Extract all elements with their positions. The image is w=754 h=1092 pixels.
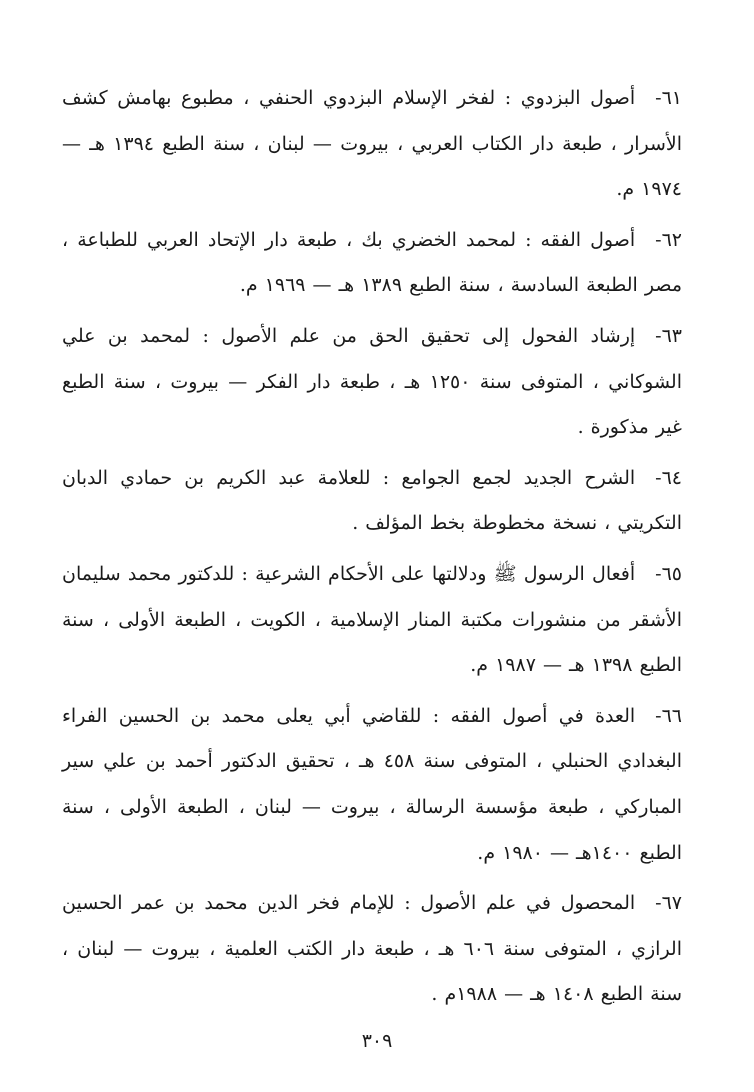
- entry-text: أفعال الرسول ﷺ ودلالتها على الأحكام الشرعية : للدكتور محمد سليمان الأشقر من منشورات مكتبة المنار الإسلامية ، الكويت ، الطبعة الأولى ، سنة الطبع ١٣٩٨ هـ — ١٩٨٧ م.: [62, 562, 682, 677]
- bibliography-entry-63: [62, 314, 682, 451]
- bibliography-entry-66: [62, 694, 682, 876]
- entry-number: ٦٧-: [655, 892, 682, 915]
- bibliography-entry-65: [62, 552, 682, 689]
- page-number: ٣٠٩: [361, 1030, 393, 1052]
- entry-number: ٦٦-: [655, 704, 682, 727]
- entry-text: المحصول في علم الأصول : للإمام فخر الدين محمد بن عمر الحسين الرازي ، المتوفى سنة ٦٠٦ هـ ، طبعة دار الكتب العلمية ، بيروت — لبنان ، سنة الطبع ١٤٠٨ هـ — ١٩٨٨م .: [62, 892, 682, 1006]
- entry-number: ٦٢-: [655, 228, 682, 251]
- entry-text: الشرح الجديد لجمع الجوامع : للعلامة عبد الكريم بن حمادي الدبان التكريتي ، نسخة مخطوطة بخط المؤلف .: [62, 466, 682, 535]
- entry-number: ٦٥-: [655, 562, 682, 585]
- entry-text: العدة في أصول الفقه : للقاضي أبي يعلى محمد بن الحسين الفراء البغدادي الحنبلي ، المتوفى سنة ٤٥٨ هـ ، تحقيق الدكتور أحمد بن علي سير المباركي ، طبعة مؤسسة الرسالة ، بيروت — لبنان ، الطبعة الأولى ، سنة الطبع ١٤٠٠هـ — ١٩٨٠ م.: [62, 704, 683, 864]
- bibliography-entry-64: [62, 456, 682, 547]
- entry-number: ٦٤-: [655, 466, 682, 489]
- entry-number: ٦١-: [655, 87, 682, 109]
- bibliography-list: [62, 76, 682, 1023]
- bibliography-entry-67: [62, 881, 682, 1018]
- entry-number: ٦٣-: [655, 324, 682, 347]
- bibliography-entry-62: [62, 218, 682, 309]
- entry-text: أصول الفقه : لمحمد الخضري بك ، طبعة دار الإتحاد العربي للطباعة ، مصر الطبعة السادسة ، سنة الطبع ١٣٨٩ هـ — ١٩٦٩ م.: [62, 228, 682, 297]
- entry-text: أصول البزدوي : لفخر الإسلام البزدوي الحنفي ، مطبوع بهامش كشف الأسرار ، طبعة دار الكتاب العربي ، بيروت — لبنان ، سنة الطبع ١٣٩٤ هـ — ١٩٧٤ م.: [62, 87, 682, 201]
- entry-text: إرشاد الفحول إلى تحقيق الحق من علم الأصول : لمحمد بن علي الشوكاني ، المتوفى سنة ١٢٥٠ هـ ، طبعة دار الفكر — بيروت ، سنة الطبع غير مذكورة .: [62, 324, 682, 439]
- bibliography-entry-61: [62, 76, 682, 213]
